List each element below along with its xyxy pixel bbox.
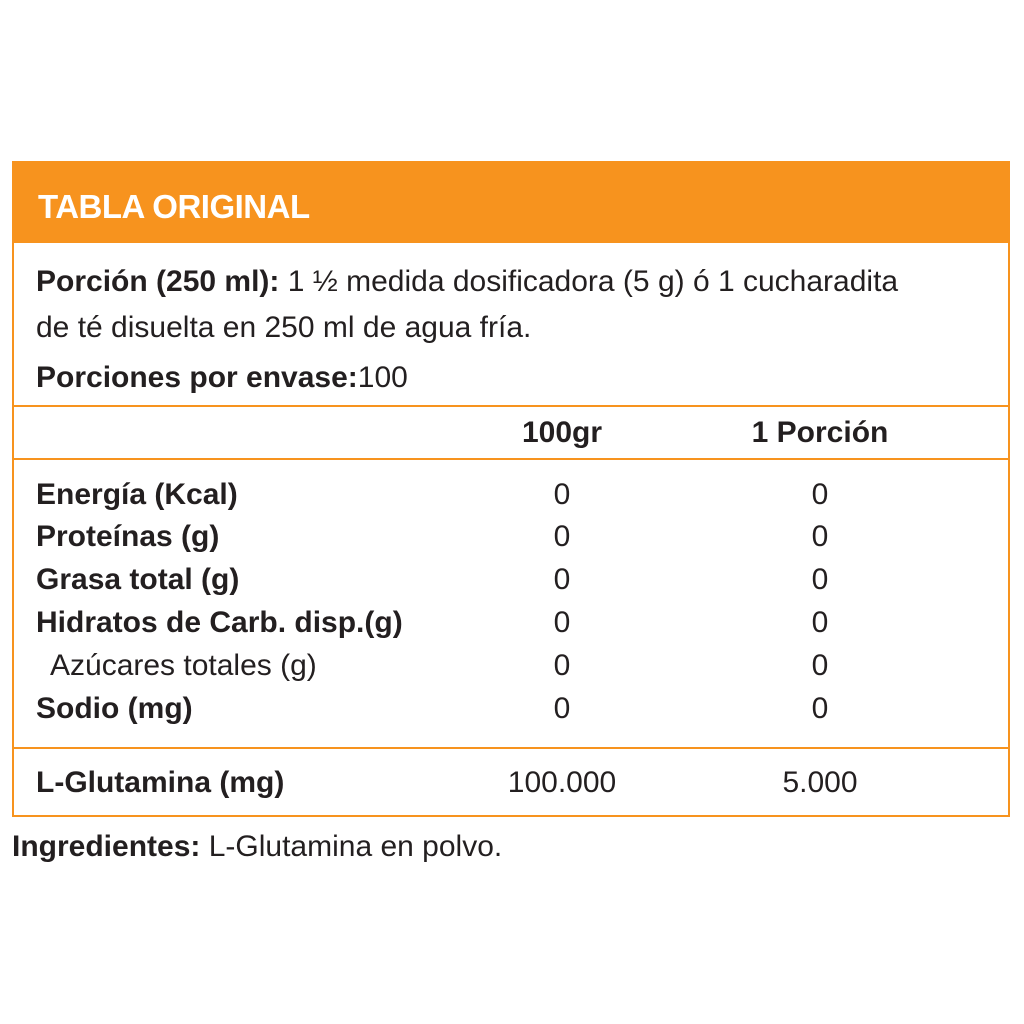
row-value-100-energia: 0 bbox=[553, 478, 571, 511]
row-value-100-sodio: 0 bbox=[553, 692, 571, 725]
row-value-100-azucares: 0 bbox=[553, 649, 571, 682]
column-header-portion: 1 Porción bbox=[751, 416, 889, 449]
column-header-100gr: 100gr bbox=[521, 416, 603, 449]
row-value-portion-energia: 0 bbox=[811, 478, 829, 511]
row-value-portion-azucares: 0 bbox=[811, 649, 829, 682]
divider-2 bbox=[14, 458, 1008, 460]
table-header bbox=[14, 163, 1008, 243]
ingredients-label: Ingredientes: bbox=[12, 830, 201, 863]
table-title: TABLA ORIGINAL bbox=[38, 188, 310, 225]
nutrition-table bbox=[12, 161, 1010, 817]
portion-text-1: 1 ½ medida dosificadora (5 g) ó 1 cucharadita bbox=[287, 265, 899, 298]
row-name-sodio: Sodio (mg) bbox=[36, 692, 193, 725]
row-name-proteinas: Proteínas (g) bbox=[36, 520, 220, 553]
servings-label: Porciones por envase: bbox=[36, 361, 358, 394]
servings-line bbox=[36, 361, 408, 395]
divider-3 bbox=[14, 747, 1008, 749]
row-name-energia: Energía (Kcal) bbox=[36, 478, 238, 511]
ingredients-text: L-Glutamina en polvo. bbox=[208, 830, 503, 863]
servings-value: 100 bbox=[357, 361, 408, 394]
row-value-100-glutamina: 100.000 bbox=[507, 766, 617, 799]
row-value-portion-sodio: 0 bbox=[811, 692, 829, 725]
row-value-100-proteinas: 0 bbox=[553, 520, 571, 553]
row-value-portion-hidratos: 0 bbox=[811, 606, 829, 639]
portion-label: Porción (250 ml): bbox=[36, 265, 280, 298]
row-name-hidratos: Hidratos de Carb. disp.(g) bbox=[36, 606, 403, 639]
row-name-grasa: Grasa total (g) bbox=[36, 563, 240, 596]
row-value-100-grasa: 0 bbox=[553, 563, 571, 596]
divider-1 bbox=[14, 405, 1008, 407]
row-name-azucares: Azúcares totales (g) bbox=[50, 649, 317, 682]
row-name-glutamina: L-Glutamina (mg) bbox=[36, 766, 285, 799]
row-value-portion-proteinas: 0 bbox=[811, 520, 829, 553]
row-value-portion-grasa: 0 bbox=[811, 563, 829, 596]
row-value-100-hidratos: 0 bbox=[553, 606, 571, 639]
row-value-portion-glutamina: 5.000 bbox=[782, 766, 858, 799]
portion-line-1 bbox=[36, 265, 898, 299]
ingredients-line bbox=[12, 830, 502, 864]
portion-text-2: de té disuelta en 250 ml de agua fría. bbox=[36, 311, 532, 344]
